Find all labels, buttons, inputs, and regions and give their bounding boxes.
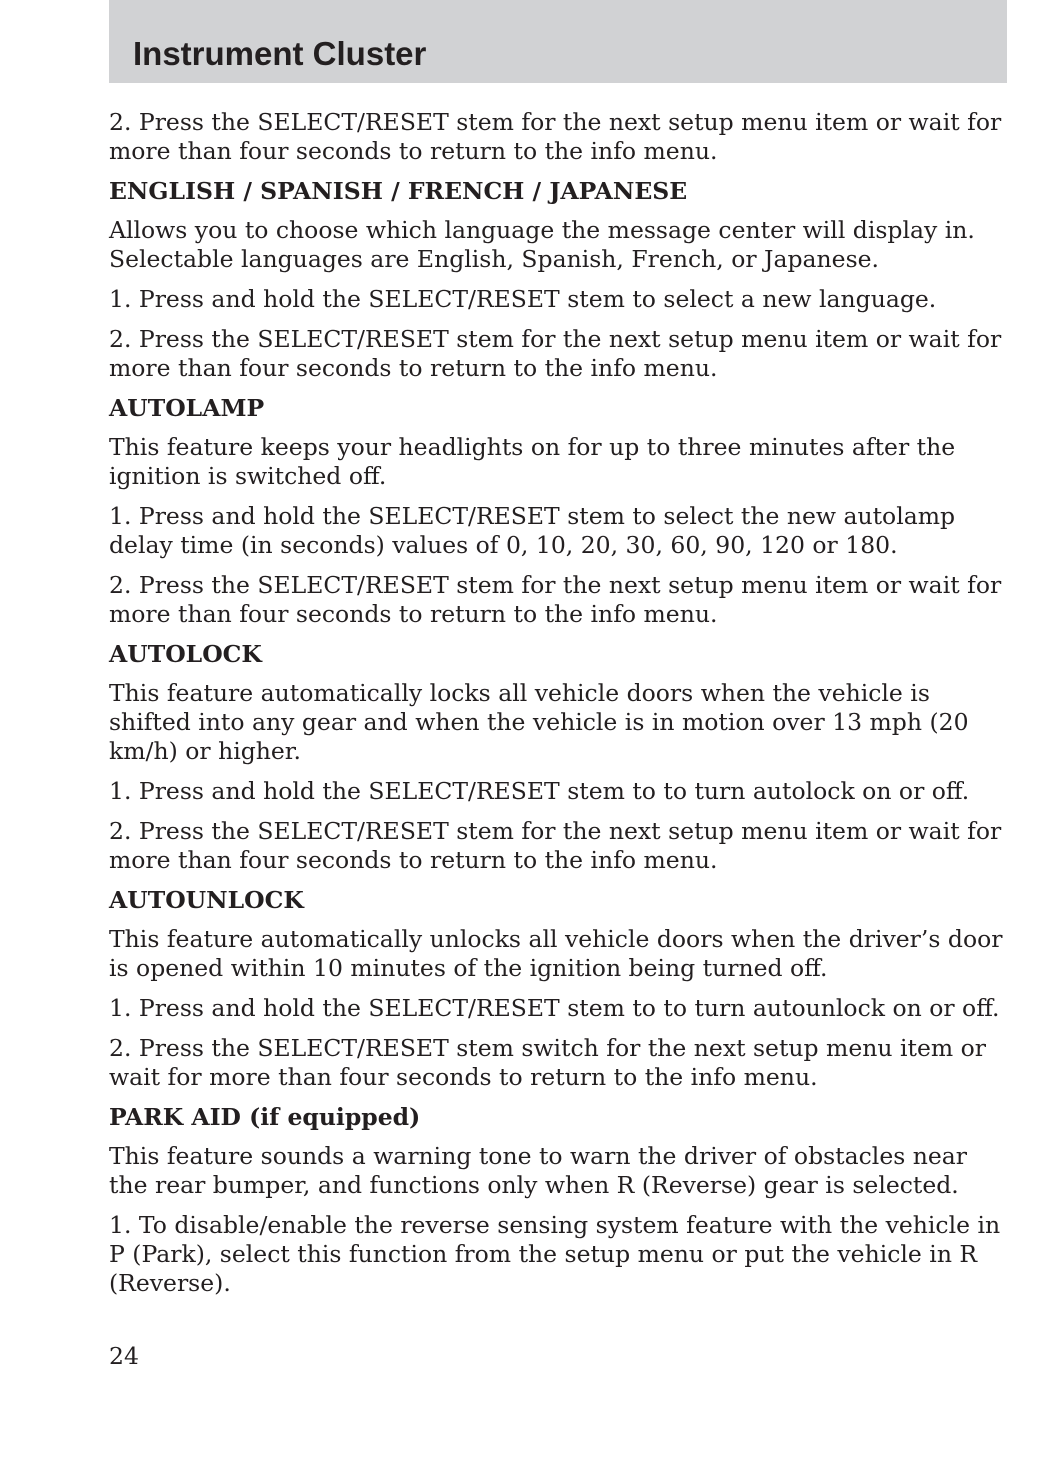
paragraph-setup-step-2: 2. Press the SELECT/RESET stem for the next setup menu item or wait for more than four seconds to return to the info menu. — [109, 108, 1002, 165]
paragraph-autounlock-step-1: 1. Press and hold the SELECT/RESET stem to to turn autounlock on or off. — [109, 994, 1000, 1022]
section-header-band — [109, 0, 1007, 83]
paragraph-language-step-1: 1. Press and hold the SELECT/RESET stem to select a new language. — [109, 285, 937, 313]
section-autolamp — [109, 394, 1009, 629]
paragraph-autolock-step-1: 1. Press and hold the SELECT/RESET stem to to turn autolock on or off. — [109, 777, 970, 805]
page-number: 24 — [109, 1342, 139, 1370]
heading-autolamp: AUTOLAMP — [109, 394, 265, 422]
heading-autolock: AUTOLOCK — [109, 640, 262, 668]
paragraph-autolamp-description: This feature keeps your headlights on for up to three minutes after the ignition is switched off. — [109, 433, 956, 490]
paragraph-language-description: Allows you to choose which language the message center will display in. Selectable languages are English, Spanish, French, or Japanese. — [109, 216, 975, 273]
paragraph-autounlock-description: This feature automatically unlocks all vehicle doors when the driver’s door is opened within 10 minutes of the ignition being turned off. — [109, 925, 1003, 982]
paragraph-autolock-step-2: 2. Press the SELECT/RESET stem for the next setup menu item or wait for more than four seconds to return to the info menu. — [109, 817, 1002, 874]
section-park-aid — [109, 1103, 1009, 1298]
manual-body — [109, 108, 1009, 1309]
heading-park-aid: PARK AID (if equipped) — [109, 1103, 421, 1131]
paragraph-autounlock-step-2: 2. Press the SELECT/RESET stem switch for the next setup menu item or wait for more than four seconds to return to the info menu. — [109, 1034, 986, 1091]
heading-autounlock: AUTOUNLOCK — [109, 886, 304, 914]
paragraph-autolamp-step-1: 1. Press and hold the SELECT/RESET stem to select the new autolamp delay time (in seconds) values of 0, 10, 20, 30, 60, 90, 120 or 180. — [109, 502, 956, 559]
heading-language: ENGLISH / SPANISH / FRENCH / JAPANESE — [109, 177, 688, 205]
paragraph-language-step-2: 2. Press the SELECT/RESET stem for the next setup menu item or wait for more than four seconds to return to the info menu. — [109, 325, 1002, 382]
section-autolock — [109, 640, 1009, 875]
paragraph-park-aid-step-1: 1. To disable/enable the reverse sensing system feature with the vehicle in P (Park), select this function from the setup menu or put the vehicle in R (Reverse). — [109, 1211, 1001, 1297]
section-autounlock — [109, 886, 1009, 1092]
section-language — [109, 177, 1009, 383]
paragraph-autolock-description: This feature automatically locks all vehicle doors when the vehicle is shifted into any gear and when the vehicle is in motion over 13 mph (20 km/h) or higher. — [109, 679, 969, 765]
section-title: Instrument Cluster — [133, 35, 427, 72]
paragraph-park-aid-description: This feature sounds a warning tone to warn the driver of obstacles near the rear bumper, and functions only when R (Reverse) gear is selected. — [109, 1142, 968, 1199]
paragraph-autolamp-step-2: 2. Press the SELECT/RESET stem for the next setup menu item or wait for more than four seconds to return to the info menu. — [109, 571, 1002, 628]
